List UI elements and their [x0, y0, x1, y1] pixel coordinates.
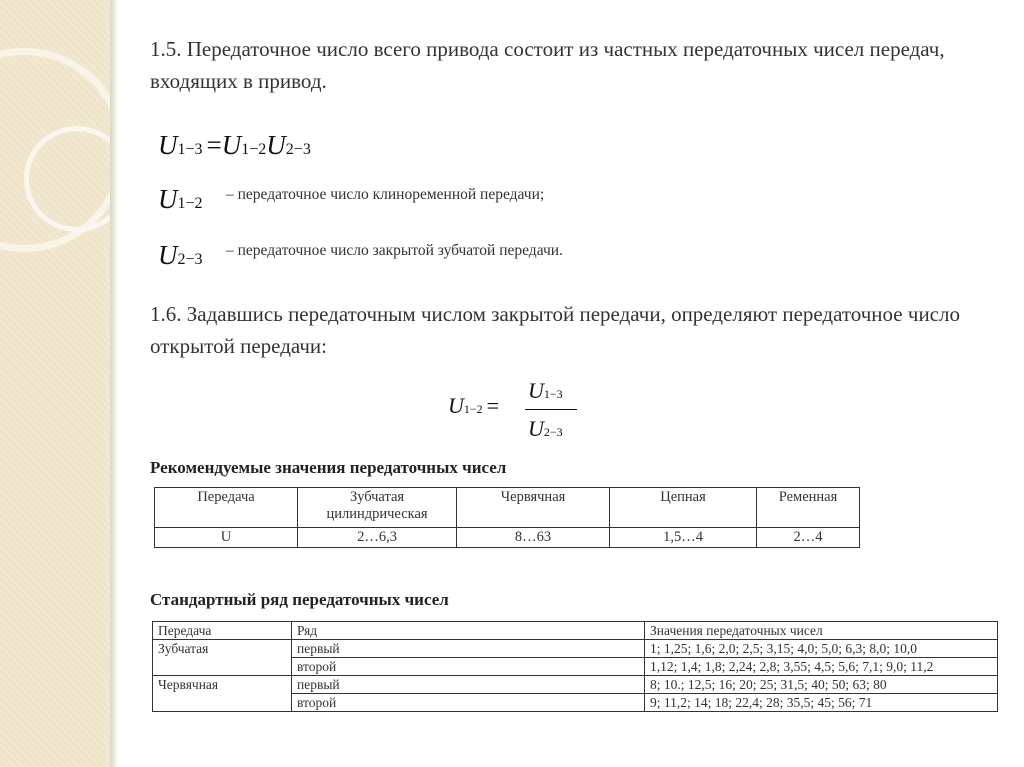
section-1-6-text: 1.6. Задавшись передаточным числом закрытой передачи, определяют передаточное число открытой передачи:	[150, 302, 960, 358]
table-header-row	[153, 622, 998, 640]
table-header-cell: Значения передаточных чисел	[645, 622, 998, 640]
table1-title: Рекомендуемые значения передаточных чисел	[150, 458, 507, 477]
table-header-cell: Передача	[153, 622, 292, 640]
definition-u23: – передаточное число закрытой зубчатой передачи.	[226, 242, 563, 259]
table-cell: 2…4	[757, 528, 860, 548]
table-row	[153, 676, 998, 694]
table-cell: 2…6,3	[298, 528, 457, 548]
table-header-cell: Ряд	[292, 622, 645, 640]
slide-content	[150, 0, 1010, 767]
table-cell: 1,5…4	[610, 528, 757, 548]
table-cell: Зубчатая	[153, 640, 292, 676]
table-header-cell: Ременная	[757, 488, 860, 528]
table-cell: 1,12; 1,4; 1,8; 2,24; 2,8; 3,55; 4,5; 5,6; 7,1; 9,0; 11,2	[645, 658, 998, 676]
standard-ratios-table	[152, 621, 998, 712]
table-row	[153, 640, 998, 658]
table-header-cell: Цепная	[610, 488, 757, 528]
recommended-ratios-table	[154, 487, 860, 548]
table-cell: первый	[292, 640, 645, 658]
section-1-5-text: 1.5. Передаточное число всего привода состоит из частных передаточных чисел передач, входящих в привод.	[150, 37, 945, 93]
decorative-sidebar	[0, 0, 110, 767]
table-cell: второй	[292, 658, 645, 676]
table-cell: первый	[292, 676, 645, 694]
table-cell: 9; 11,2; 14; 18; 22,4; 28; 35,5; 45; 56; 71	[645, 694, 998, 712]
formula-open-ratio-lhs: U1−2 =	[448, 393, 500, 418]
fraction-bar	[525, 409, 577, 410]
symbol-u12: U1−2	[158, 184, 203, 214]
table-cell: 8…63	[457, 528, 610, 548]
table-cell: 1; 1,25; 1,6; 2,0; 2,5; 3,15; 4,0; 5,0; 6,3; 8,0; 10,0	[645, 640, 998, 658]
table-cell: U	[155, 528, 298, 548]
formula-total-ratio: U1−3 =U1−2U2−3	[158, 130, 311, 160]
table-header-cell: Зубчатая цилиндрическая	[298, 488, 457, 528]
definition-u12: – передаточное число клиноременной передачи;	[226, 186, 545, 203]
table-cell: второй	[292, 694, 645, 712]
sidebar-shadow	[110, 0, 118, 767]
table-header-row	[155, 488, 860, 528]
table2-title: Стандартный ряд передаточных чисел	[150, 590, 449, 609]
table-header-cell: Передача	[155, 488, 298, 528]
table-row	[155, 528, 860, 548]
table-cell: Червячная	[153, 676, 292, 712]
fraction-numerator: U1−3	[528, 378, 563, 403]
fraction-denominator: U2−3	[528, 416, 563, 441]
table-cell: 8; 10.; 12,5; 16; 20; 25; 31,5; 40; 50; 63; 80	[645, 676, 998, 694]
symbol-u23: U2−3	[158, 240, 203, 270]
table-header-cell: Червячная	[457, 488, 610, 528]
